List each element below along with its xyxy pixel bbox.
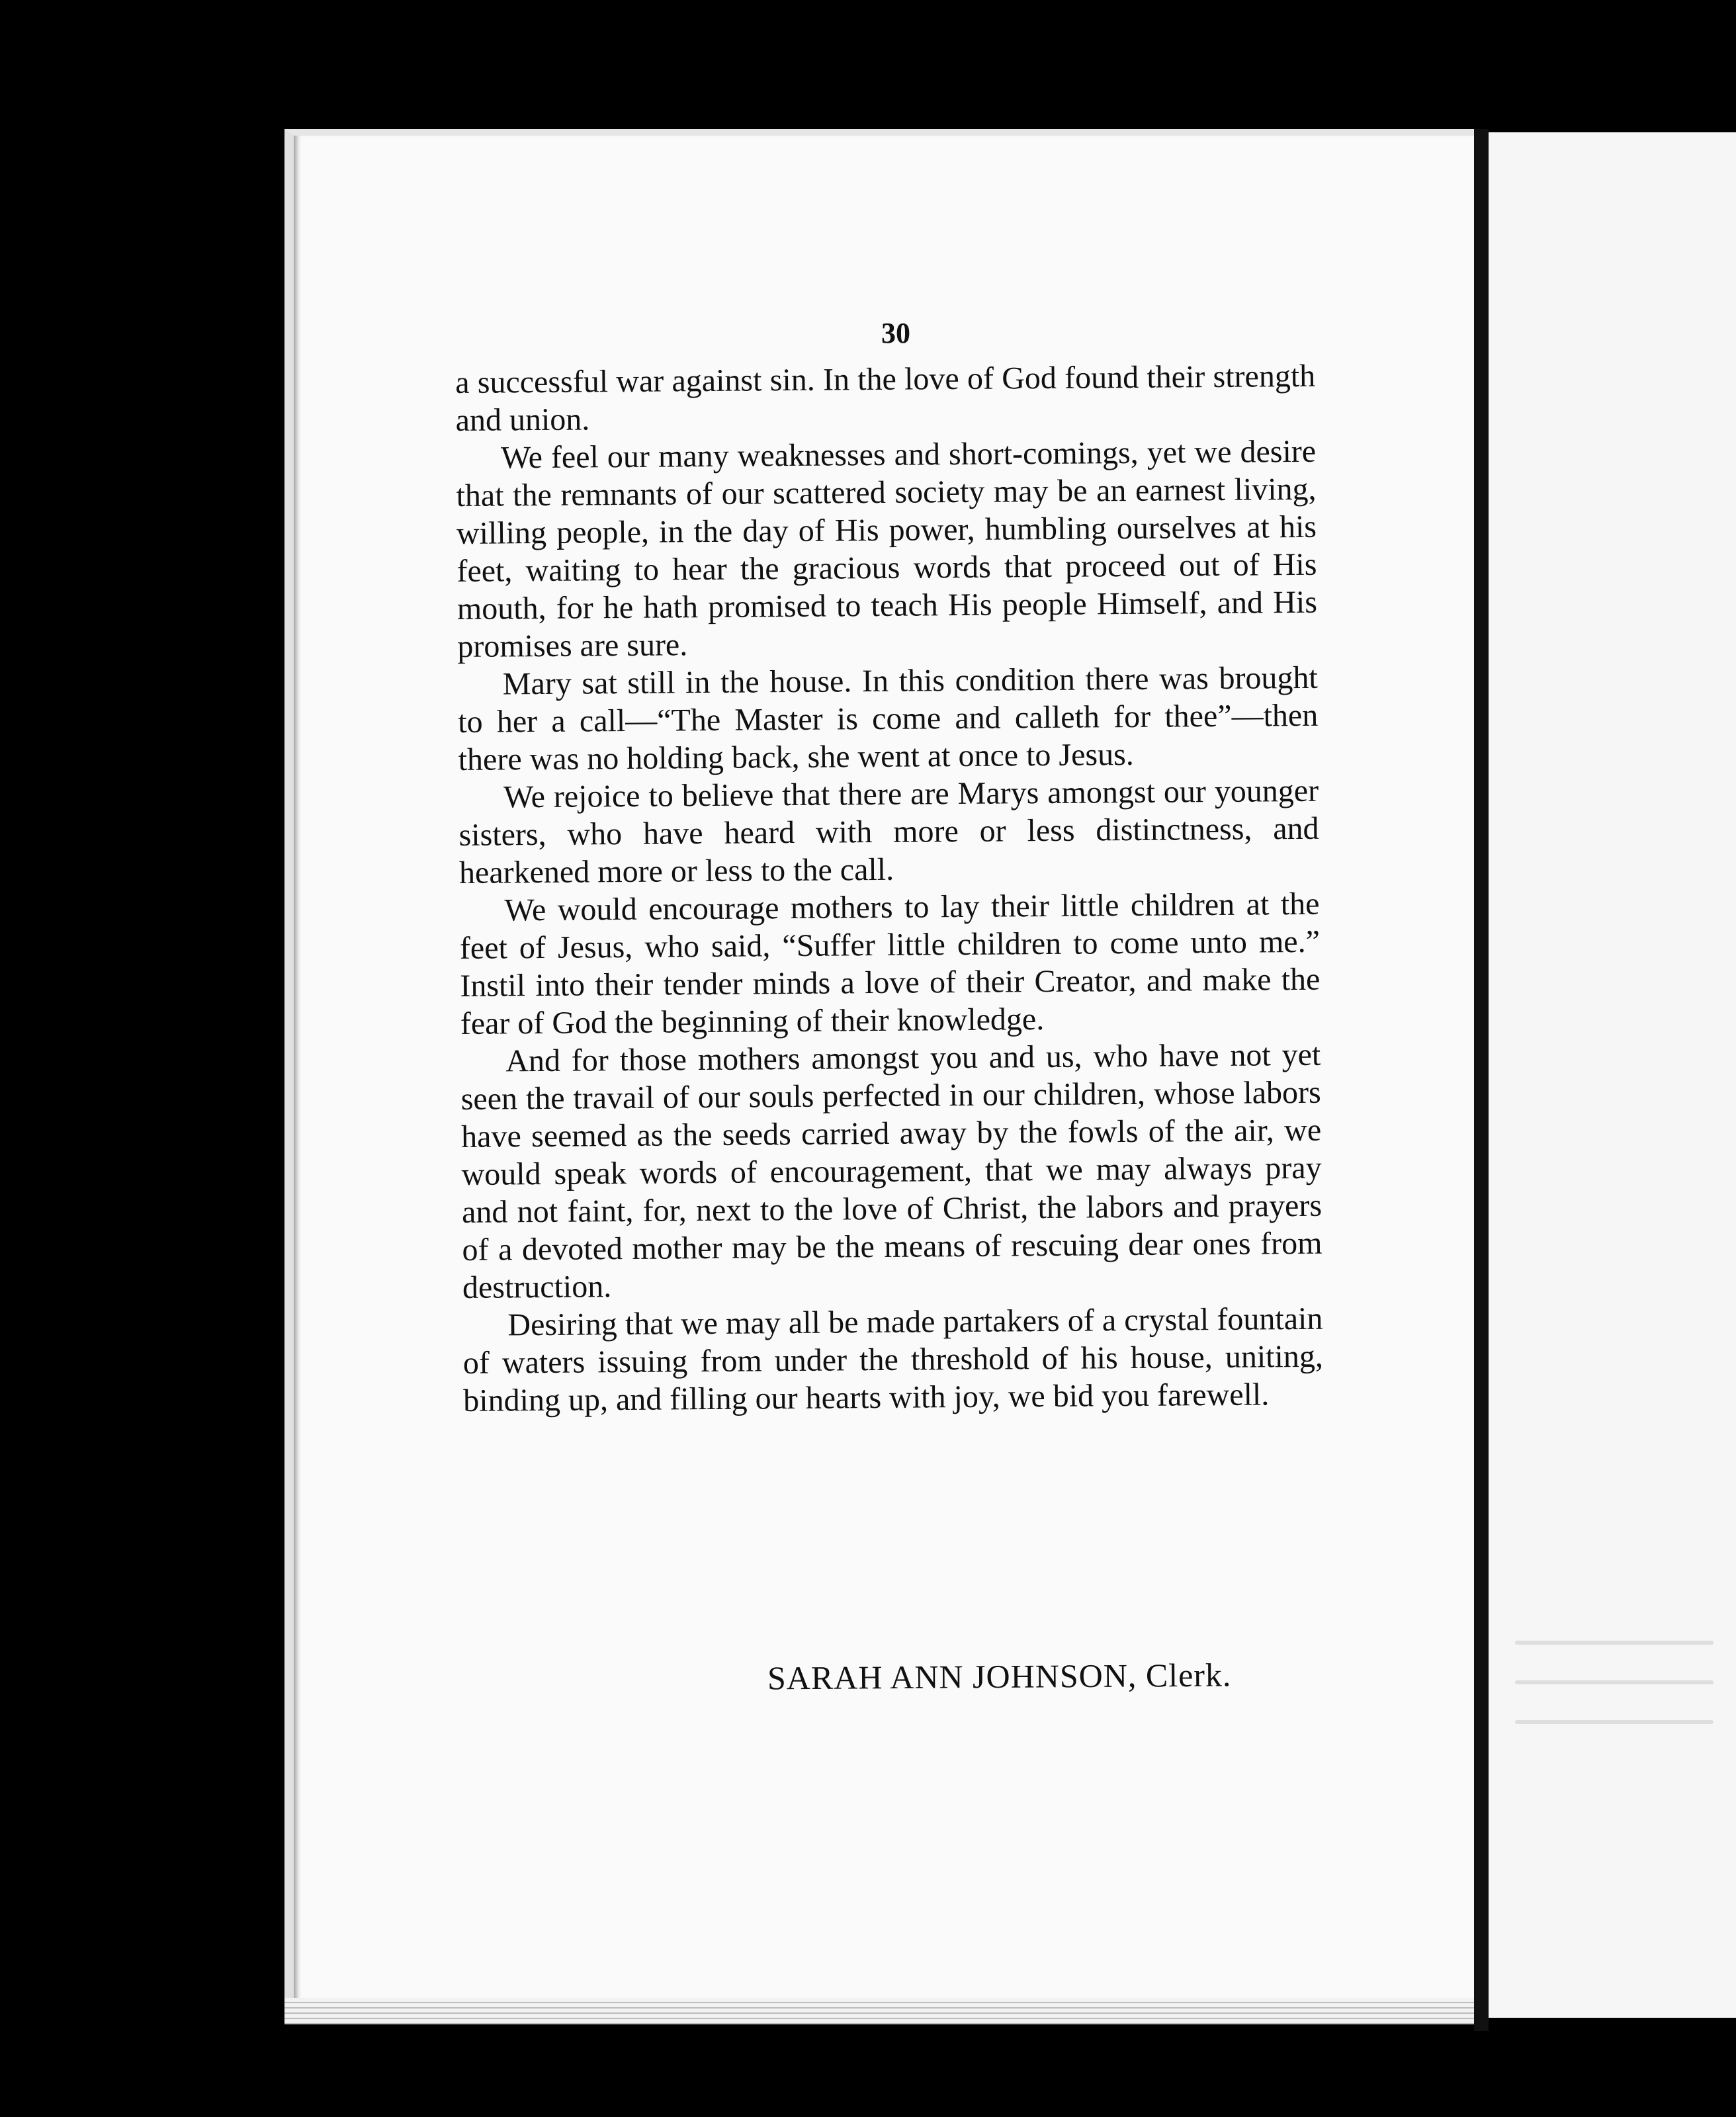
book-gutter — [1474, 129, 1489, 2031]
paragraph: We rejoice to believe that there are Marys amongst our younger sisters, who have heard with more or less distinctness, and hearkened more or less to the call. — [458, 773, 1319, 890]
paragraph: a successful war against sin. In the love of God found their strength and union. — [455, 358, 1316, 438]
bleed-through-line — [1515, 1680, 1714, 1684]
bleed-through-line — [1515, 1641, 1714, 1645]
body-text — [455, 357, 1323, 1420]
bleed-through-line — [1515, 1720, 1714, 1724]
page-number: 30 — [881, 317, 910, 349]
paragraph: And for those mothers amongst you and us, who have not yet seen the travail of our souls perfected in our children, whose labors have seemed as the seeds carried away by the fowls of the air, we would speak words of encouragement, that we may always pray and not faint, for, next to the love of Christ, the labors and prayers of a devoted mother may be the means of rescuing dear ones from destruction. — [460, 1037, 1323, 1305]
page-edges — [284, 1998, 1475, 2024]
paragraph: We would encourage mothers to lay their little children at the feet of Jesus, who said, “Suffer little children to come unto me.” Instil into their tender minds a love of their Creator, and make the fear of God the beginning of their knowledge. — [459, 886, 1321, 1041]
paragraph: Mary sat still in the house. In this condition there was brought to her a call—“The Master is come and calleth for thee”—then there was no holding back, she went at once to Jesus. — [458, 660, 1319, 777]
right-page-facing — [1489, 132, 1736, 2018]
paragraph: We feel our many weaknesses and short-comings, yet we desire that the remnants of our scattered society may be an earnest living, willing people, in the day of His power, humbling ourselves at his feet, waiting to hear the gracious words that proceed out of His mouth, for he hath promised to teach His people Himself, and His promises are sure. — [456, 433, 1318, 664]
paragraph: Desiring that we may all be made partakers of a crystal fountain of waters issuing from under the threshold of his house, uniting, binding up, and filling our hearts with joy, we bid you farewell. — [462, 1301, 1324, 1418]
signature-line: SARAH ANN JOHNSON, Clerk. — [767, 1656, 1232, 1697]
